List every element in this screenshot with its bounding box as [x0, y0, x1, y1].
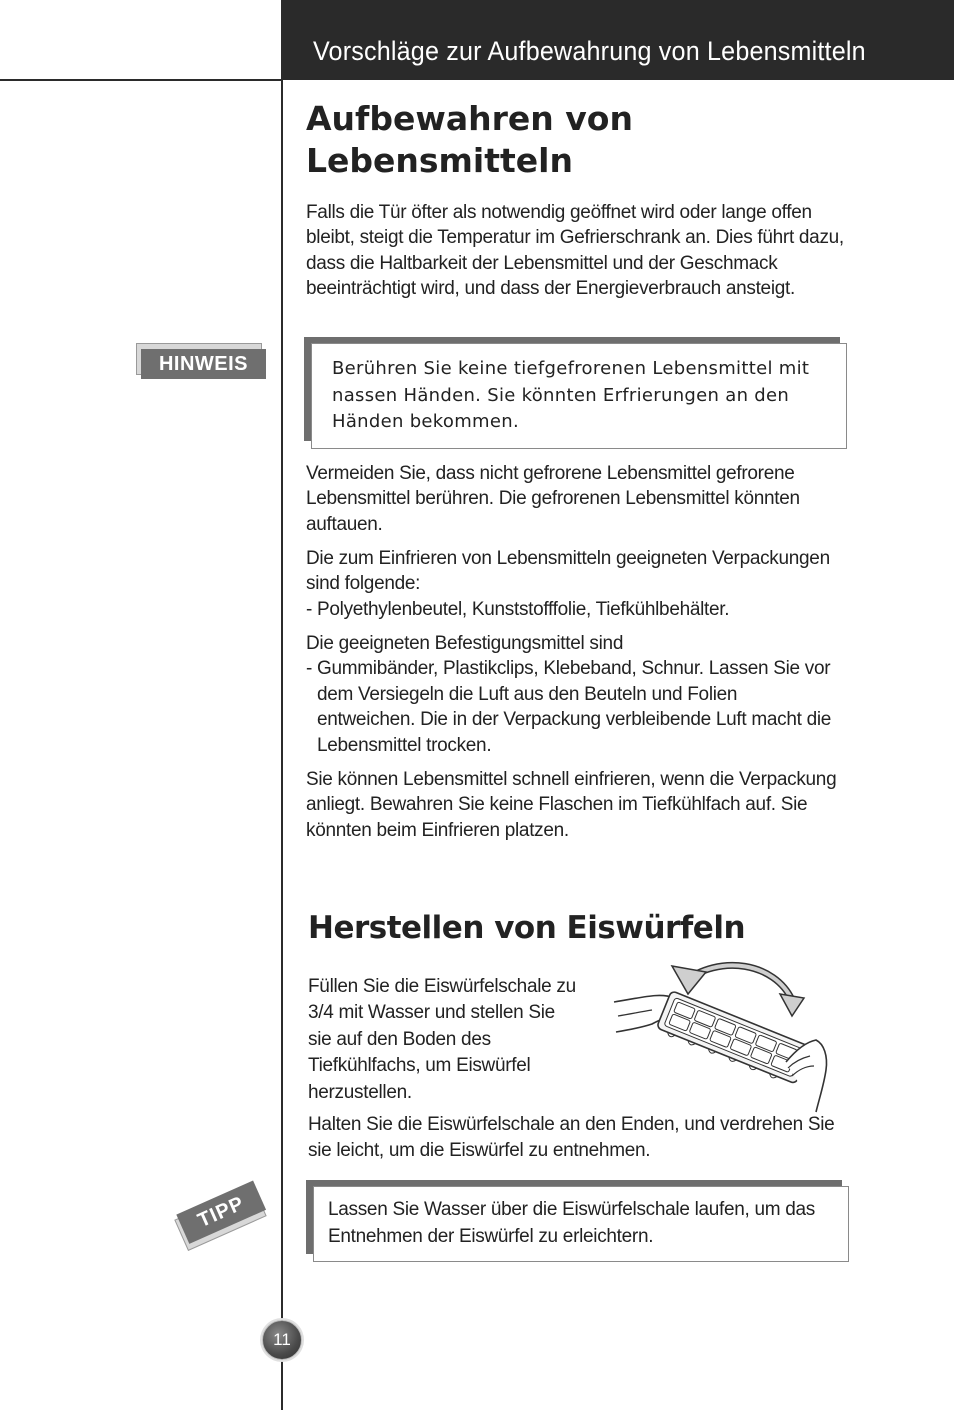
note-box: [311, 343, 847, 449]
tipp-label: [176, 1180, 267, 1247]
section-title-storage: Aufbewahren von Lebensmitteln: [306, 99, 633, 180]
paragraph-fasteners: [306, 631, 854, 758]
paragraph-remove-cubes: Halten Sie die Eiswürfelschale an den Enden, und verdrehen Sie sie leicht, um die Eiswürfel zu entnehmen.: [308, 1114, 835, 1162]
section-title-ice-cubes: Herstellen von Eiswürfeln: [308, 910, 746, 946]
hinweis-label: [136, 343, 266, 379]
fasteners-item-first: - Gummibänder, Plastikclips, Klebeband, Schnur. Lassen Sie vor: [306, 658, 831, 680]
note-text: Berühren Sie keine tiefgefrorenen Lebensmittel mit nassen Händen. Sie könnten Erfrierungen an den Händen bekommen.: [332, 358, 810, 432]
packaging-item: - Polyethylenbeutel, Kunststofffolie, Tiefkühlbehälter.: [306, 598, 730, 620]
intro-paragraph: Falls die Tür öfter als notwendig geöffnet wird oder lange offen bleibt, steigt die Temperatur im Gefrierschrank an. Dies führt dazu, dass die Haltbarkeit der Lebensmittel und der Geschmack beeinträchtigt wird, und dass der Energieverbrauch ansteigt.: [306, 202, 844, 300]
paragraph-avoid-contact: Vermeiden Sie, dass nicht gefrorene Lebensmittel gefrorene Lebensmittel berühren. Die gefrorenen Lebensmittel könnten auftauen.: [306, 463, 800, 535]
page-header-title: Vorschläge zur Aufbewahrung von Lebensmitteln: [313, 36, 866, 66]
hinweis-label-text: HINWEIS: [141, 349, 266, 379]
ice-tray-twist-icon: [610, 958, 836, 1114]
paragraph-quick-freeze: Sie können Lebensmittel schnell einfrieren, wenn die Verpackung anliegt. Bewahren Sie keine Flaschen im Tiefkühlfach auf. Sie könnten beim Einfrieren platzen.: [306, 769, 837, 841]
paragraph-packaging: [306, 546, 854, 622]
tipp-label-text: TIPP: [176, 1180, 266, 1243]
page-number: 11: [262, 1320, 302, 1360]
page-header: [283, 0, 954, 80]
vertical-rule: [281, 0, 283, 1410]
paragraph-fill-tray: Füllen Sie die Eiswürfelschale zu 3/4 mit Wasser und stellen Sie sie auf den Boden des Tiefkühlfachs, um Eiswürfel herzustellen.: [308, 976, 576, 1103]
fasteners-item-rest: dem Versiegeln die Luft aus den Beuteln und Folien entweichen. Die in der Verpackung verbleibende Luft macht die Lebensmittel trocken.: [317, 683, 832, 756]
fasteners-intro: Die geeigneten Befestigungsmittel sind: [306, 633, 624, 654]
left-header-rule: [0, 79, 283, 81]
tip-box: [313, 1186, 849, 1262]
packaging-intro: Die zum Einfrieren von Lebensmitteln geeigneten Verpackungen sind folgende:: [306, 548, 830, 595]
tip-text: Lassen Sie Wasser über die Eiswürfelschale laufen, um das Entnehmen der Eiswürfel zu erleichtern.: [328, 1199, 816, 1247]
